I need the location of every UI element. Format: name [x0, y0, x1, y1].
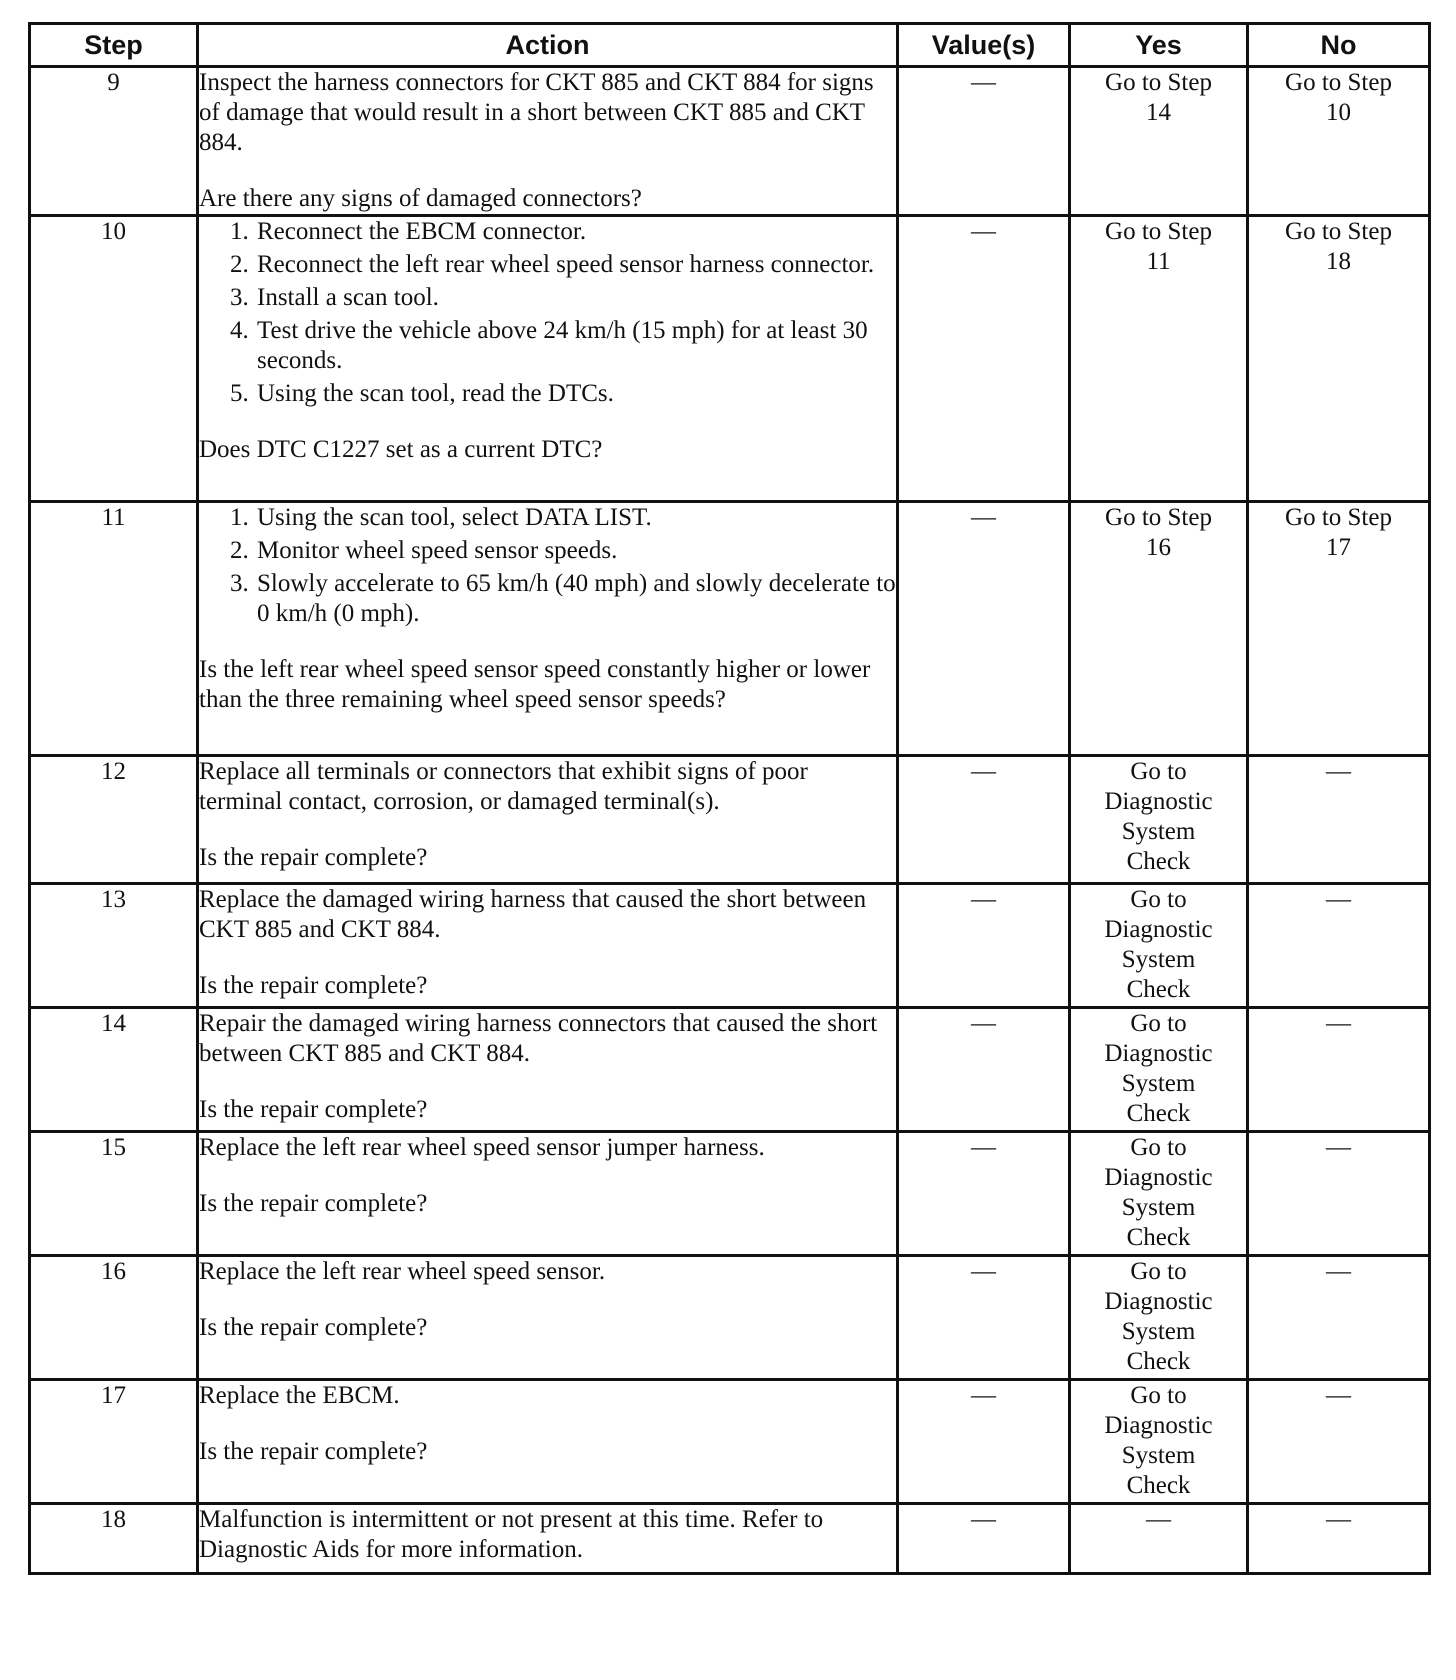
diagnostic-table-page: [28, 22, 1428, 1575]
yes-cell-text: Go to Diagnostic System Check: [1104, 1382, 1213, 1499]
yes-cell: [1070, 216, 1248, 502]
step-number: 9: [30, 67, 198, 216]
action-question: Does DTC C1227 set as a current DTC?: [199, 436, 603, 463]
no-cell-text: —: [1326, 1134, 1351, 1161]
value-cell: [898, 502, 1070, 756]
table-row: [30, 756, 1430, 884]
yes-cell-text: Go to Step 11: [1105, 218, 1212, 275]
action-description: Replace the damaged wiring harness that caused the short between CKT 885 and CKT 884.: [199, 886, 867, 943]
value-cell: [898, 1132, 1070, 1256]
table-row: [30, 1256, 1430, 1380]
step-number: 14: [30, 1008, 198, 1132]
yes-cell: [1070, 884, 1248, 1008]
yes-cell-text: Go to Diagnostic System Check: [1104, 1258, 1213, 1375]
action-question: Is the repair complete?: [199, 1190, 428, 1217]
step-number: 11: [30, 502, 198, 756]
yes-cell: [1070, 67, 1248, 216]
no-cell-text: Go to Step 10: [1285, 69, 1392, 126]
action-step-item: 3. Install a scan tool.: [255, 283, 896, 313]
action-cell: [198, 756, 898, 884]
yes-cell: [1070, 756, 1248, 884]
action-step-item: 3. Slowly accelerate to 65 km/h (40 mph) and slowly decelerate to 0 km/h (0 mph).: [255, 569, 896, 629]
no-cell: [1248, 1008, 1430, 1132]
header-values: Value(s): [898, 24, 1070, 67]
action-description: Replace the left rear wheel speed sensor jumper harness.: [199, 1134, 765, 1161]
action-step-item: 2. Reconnect the left rear wheel speed sensor harness connector.: [255, 250, 896, 280]
no-cell: [1248, 1380, 1430, 1504]
action-cell: [198, 1008, 898, 1132]
no-cell-text: —: [1326, 758, 1351, 785]
action-description: Repair the damaged wiring harness connectors that caused the short between CKT 885 and CKT 884.: [199, 1010, 878, 1067]
action-steps-list: [199, 503, 896, 629]
yes-cell-text: Go to Step 16: [1105, 504, 1212, 561]
value-cell-text: —: [971, 1134, 996, 1161]
no-cell: [1248, 216, 1430, 502]
action-step-item: 5. Using the scan tool, read the DTCs.: [255, 379, 896, 409]
value-cell-text: —: [971, 69, 996, 96]
yes-cell: [1070, 1380, 1248, 1504]
action-cell: [198, 1256, 898, 1380]
action-step-item: 1. Reconnect the EBCM connector.: [255, 217, 896, 247]
header-step: Step: [30, 24, 198, 67]
table-row: [30, 884, 1430, 1008]
table-row: [30, 67, 1430, 216]
value-cell-text: —: [971, 1382, 996, 1409]
header-yes: Yes: [1070, 24, 1248, 67]
action-step-item: 1. Using the scan tool, select DATA LIST.: [255, 503, 896, 533]
table-row: [30, 1380, 1430, 1504]
value-cell-text: —: [971, 1010, 996, 1037]
yes-cell-text: Go to Step 14: [1105, 69, 1212, 126]
action-cell: [198, 1504, 898, 1574]
no-cell: [1248, 1256, 1430, 1380]
table-row: [30, 1008, 1430, 1132]
yes-cell: [1070, 1132, 1248, 1256]
no-cell: [1248, 502, 1430, 756]
action-description: Replace the EBCM.: [199, 1382, 400, 1409]
step-number: 12: [30, 756, 198, 884]
no-cell: [1248, 1132, 1430, 1256]
no-cell: [1248, 67, 1430, 216]
no-cell-text: Go to Step 18: [1285, 218, 1392, 275]
action-cell: [198, 1132, 898, 1256]
yes-cell-text: Go to Diagnostic System Check: [1104, 1134, 1213, 1251]
yes-cell: [1070, 1008, 1248, 1132]
step-number: 18: [30, 1504, 198, 1574]
action-description: Inspect the harness connectors for CKT 885 and CKT 884 for signs of damage that would result in a short between CKT 885 and CKT 884.: [199, 69, 874, 156]
table-header-row: [30, 24, 1430, 67]
diagnostic-table: [28, 22, 1431, 1575]
yes-cell: [1070, 502, 1248, 756]
no-cell-text: —: [1326, 1258, 1351, 1285]
yes-cell-text: Go to Diagnostic System Check: [1104, 886, 1213, 1003]
step-number: 16: [30, 1256, 198, 1380]
no-cell-text: Go to Step 17: [1285, 504, 1392, 561]
yes-cell-text: —: [1146, 1506, 1171, 1533]
action-cell: [198, 216, 898, 502]
value-cell: [898, 884, 1070, 1008]
header-no: No: [1248, 24, 1430, 67]
action-step-item: 4. Test drive the vehicle above 24 km/h (15 mph) for at least 30 seconds.: [255, 316, 896, 376]
action-question: Are there any signs of damaged connectors?: [199, 185, 642, 212]
action-cell: [198, 502, 898, 756]
header-action: Action: [198, 24, 898, 67]
value-cell: [898, 1256, 1070, 1380]
table-row: [30, 216, 1430, 502]
yes-cell-text: Go to Diagnostic System Check: [1104, 758, 1213, 875]
action-cell: [198, 884, 898, 1008]
action-description: Replace the left rear wheel speed sensor.: [199, 1258, 606, 1285]
table-row: [30, 502, 1430, 756]
action-question: Is the left rear wheel speed sensor speed constantly higher or lower than the three remaining wheel speed sensor speeds?: [199, 656, 871, 713]
no-cell-text: —: [1326, 1382, 1351, 1409]
no-cell: [1248, 1504, 1430, 1574]
value-cell: [898, 67, 1070, 216]
action-question: Is the repair complete?: [199, 972, 428, 999]
no-cell-text: —: [1326, 1010, 1351, 1037]
value-cell: [898, 1380, 1070, 1504]
action-cell: [198, 67, 898, 216]
value-cell: [898, 1008, 1070, 1132]
table-row: [30, 1132, 1430, 1256]
yes-cell: [1070, 1504, 1248, 1574]
action-step-item: 2. Monitor wheel speed sensor speeds.: [255, 536, 896, 566]
yes-cell-text: Go to Diagnostic System Check: [1104, 1010, 1213, 1127]
value-cell-text: —: [971, 1506, 996, 1533]
action-cell: [198, 1380, 898, 1504]
no-cell: [1248, 756, 1430, 884]
value-cell-text: —: [971, 218, 996, 245]
value-cell-text: —: [971, 886, 996, 913]
value-cell: [898, 1504, 1070, 1574]
table-row: [30, 1504, 1430, 1574]
value-cell: [898, 756, 1070, 884]
no-cell-text: —: [1326, 886, 1351, 913]
value-cell-text: —: [971, 1258, 996, 1285]
step-number: 15: [30, 1132, 198, 1256]
yes-cell: [1070, 1256, 1248, 1380]
value-cell-text: —: [971, 758, 996, 785]
action-description: Replace all terminals or connectors that exhibit signs of poor terminal contact, corrosion, or damaged terminal(s).: [199, 758, 808, 815]
step-number: 17: [30, 1380, 198, 1504]
value-cell-text: —: [971, 504, 996, 531]
action-question: Is the repair complete?: [199, 1314, 428, 1341]
step-number: 13: [30, 884, 198, 1008]
no-cell: [1248, 884, 1430, 1008]
action-steps-list: [199, 217, 896, 409]
action-question: Is the repair complete?: [199, 844, 428, 871]
step-number: 10: [30, 216, 198, 502]
value-cell: [898, 216, 1070, 502]
no-cell-text: —: [1326, 1506, 1351, 1533]
action-description: Malfunction is intermittent or not present at this time. Refer to Diagnostic Aids for more information.: [199, 1506, 824, 1563]
action-question: Is the repair complete?: [199, 1438, 428, 1465]
action-question: Is the repair complete?: [199, 1096, 428, 1123]
